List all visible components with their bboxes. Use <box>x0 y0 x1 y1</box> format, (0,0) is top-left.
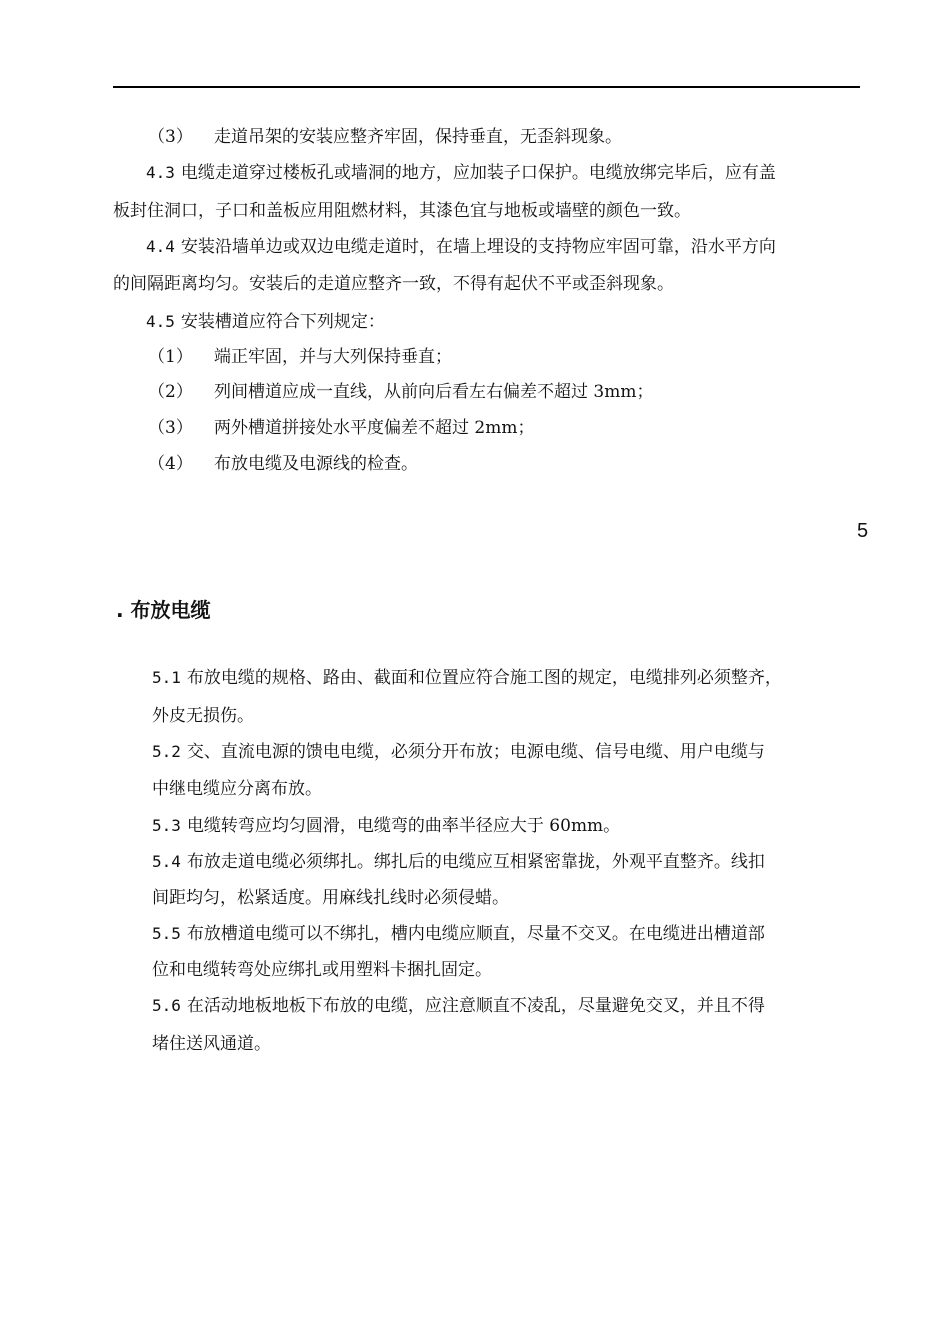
clause-number: 5.1 <box>152 668 181 687</box>
item-3-line <box>148 125 622 149</box>
section-number: 5 <box>857 520 869 542</box>
item-text: 布放电缆及电源线的检查。 <box>214 454 418 474</box>
paragraph-text: 布放槽道电缆可以不绑扎，槽内电缆应顺直，尽量不交叉。在电缆进出槽道部 <box>186 924 765 944</box>
paragraph-4-3-line2 <box>113 199 691 223</box>
paragraph-text: 位和电缆转弯处应绑扎或用塑料卡捆扎固定。 <box>152 960 492 980</box>
clause-number: 4.5 <box>146 312 175 331</box>
item-number: （2） <box>148 382 193 402</box>
paragraph-4-3-line1 <box>146 161 776 185</box>
clause-number: 5.2 <box>152 742 181 761</box>
item-number: （1） <box>148 347 193 367</box>
paragraph-5-2-line2 <box>152 777 322 801</box>
paragraph-text: 外皮无损伤。 <box>152 706 254 726</box>
item-text: 列间槽道应成一直线，从前向后看左右偏差不超过 3mm； <box>214 382 654 402</box>
paragraph-5-2-line1 <box>152 740 765 764</box>
paragraph-text: 电缆走道穿过楼板孔或墙洞的地方，应加装子口保护。电缆放绑完毕后，应有盖 <box>180 163 776 183</box>
paragraph-5-1-line1 <box>152 666 782 690</box>
clause-number: 5.4 <box>152 852 181 871</box>
paragraph-5-5-line1 <box>152 922 765 946</box>
clause-number: 4.4 <box>146 237 175 256</box>
list-item <box>148 452 418 476</box>
paragraph-5-6-line1 <box>152 994 765 1018</box>
paragraph-text: 安装沿墙单边或双边电缆走道时，在墙上埋设的支持物应牢固可靠，沿水平方向 <box>180 237 776 257</box>
paragraph-text: 布放电缆的规格、路由、截面和位置应符合施工图的规定，电缆排列必须整齐， <box>186 668 782 688</box>
clause-number: 5.5 <box>152 924 181 943</box>
paragraph-text: 电缆转弯应均匀圆滑，电缆弯的曲率半径应大于 60mm。 <box>186 816 621 836</box>
item-number: （3） <box>148 418 193 438</box>
list-item <box>148 416 534 440</box>
paragraph-4-5 <box>146 310 385 334</box>
paragraph-text: 布放走道电缆必须绑扎。绑扎后的电缆应互相紧密靠拢，外观平直整齐。线扣 <box>186 852 765 872</box>
section-title: . 布放电缆 <box>116 598 211 622</box>
paragraph-5-6-line2 <box>152 1032 271 1056</box>
paragraph-text: 中继电缆应分离布放。 <box>152 779 322 799</box>
paragraph-text: 在活动地板地板下布放的电缆，应注意顺直不凌乱，尽量避免交叉，并且不得 <box>186 996 765 1016</box>
paragraph-5-4-line2 <box>152 886 509 910</box>
paragraph-5-5-line2 <box>152 958 492 982</box>
header-rule <box>113 86 860 88</box>
item-text: 走道吊架的安装应整齐牢固，保持垂直，无歪斜现象。 <box>214 127 622 147</box>
paragraph-5-1-line2 <box>152 704 254 728</box>
paragraph-5-4-line1 <box>152 850 765 874</box>
paragraph-text: 的间隔距离均匀。安装后的走道应整齐一致，不得有起伏不平或歪斜现象。 <box>113 274 674 294</box>
paragraph-4-4-line2 <box>113 272 674 296</box>
paragraph-5-3-line1 <box>152 814 620 838</box>
paragraph-text: 间距均匀，松紧适度。用麻线扎线时必须侵蜡。 <box>152 888 509 908</box>
paragraph-text: 交、直流电源的馈电电缆，必须分开布放；电源电缆、信号电缆、用户电缆与 <box>186 742 765 762</box>
paragraph-text: 安装槽道应符合下列规定： <box>180 312 385 332</box>
list-item <box>148 345 452 369</box>
clause-number: 5.6 <box>152 996 181 1015</box>
paragraph-text: 堵住送风通道。 <box>152 1034 271 1054</box>
item-text: 两外槽道拼接处水平度偏差不超过 2mm； <box>214 418 535 438</box>
item-number: （4） <box>148 454 193 474</box>
paragraph-4-4-line1 <box>146 235 776 259</box>
list-item <box>148 380 653 404</box>
item-number: （3） <box>148 127 193 147</box>
item-text: 端正牢固，并与大列保持垂直； <box>214 347 452 367</box>
paragraph-text: 板封住洞口，子口和盖板应用阻燃材料，其漆色宜与地板或墙壁的颜色一致。 <box>113 201 691 221</box>
clause-number: 5.3 <box>152 816 181 835</box>
clause-number: 4.3 <box>146 163 175 182</box>
